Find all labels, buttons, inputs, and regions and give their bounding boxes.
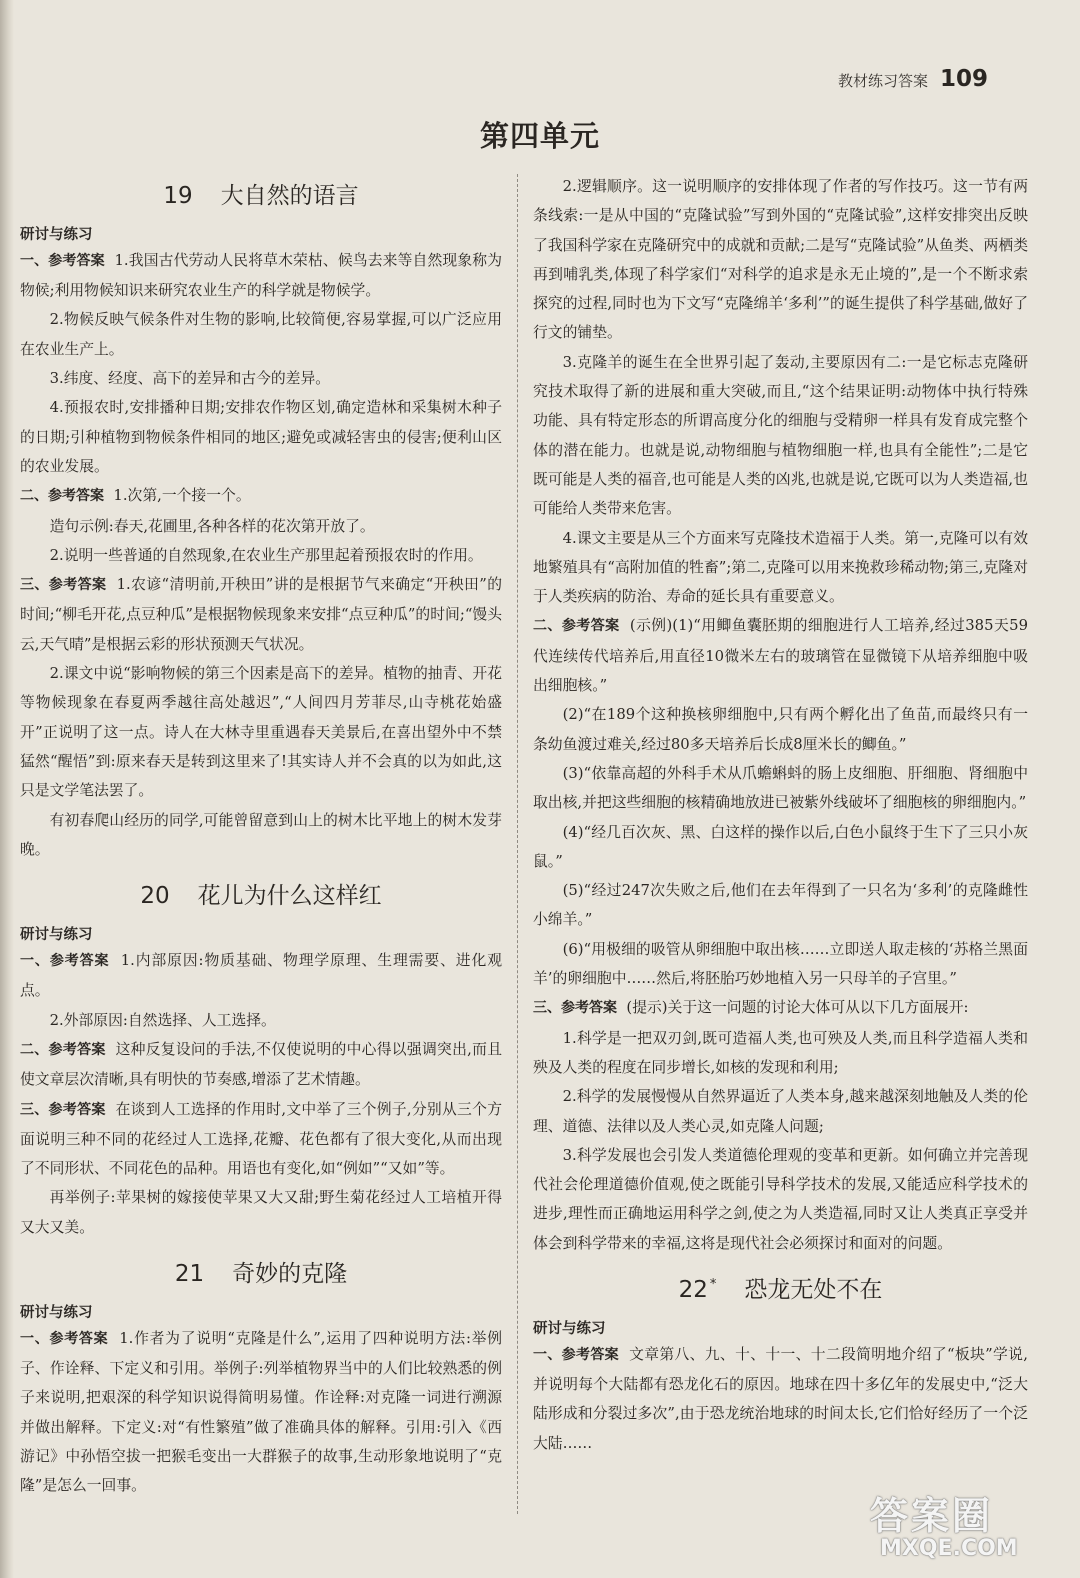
left-column [20,172,502,1501]
answer-text: 1.我国古代劳动人民将草木荣枯、候鸟去来等自然现象称为物候;利用物候知识来研究农业生产的科学就是物候学。 [20,251,502,300]
watermark-logo-text: 答案圈 [870,1494,994,1538]
answer-label: 三、参考答案 [533,1000,617,1017]
answer-text: 这种反复设问的手法,不仅使说明的中心得以强调突出,而且使文章层次清晰,具有明快的节奏感,增添了艺术情趣。 [20,1040,502,1089]
answer-label: 三、参考答案 [20,577,107,594]
answer-label: 二、参考答案 [533,618,620,635]
watermark-url: MXQE.COM [880,1536,1018,1561]
lesson-19-title [20,182,502,212]
answer-paragraph: 4.预报农时,安排播种日期;安排农作物区划,确定造林和采集树木种子的日期;引种植物到物候条件相同的地区;避免或减轻害虫的侵害;便利山区的农业发展。 [20,399,502,475]
optional-lesson-marker: * [709,1277,717,1293]
answer-paragraph [533,611,1028,700]
answer-label: 二、参考答案 [20,488,104,505]
lesson-name: 花儿为什么这样红 [197,883,382,910]
section-subtitle: 研讨与练习 [533,1320,606,1337]
unit-title: 第四单元 [479,119,600,153]
right-column [533,172,1028,1458]
answer-paragraph: 4.课文主要是从三个方面来写克隆技术造福于人类。第一,克隆可以有效地繁殖具有“高附加值的牲畜”;第二,克隆可以用来挽救珍稀动物;第三,克隆对于人类疾病的防治、寿命的延长具有重要意义。 [533,529,1028,606]
answer-text: (提示)关于这一问题的讨论大体可从以下几方面展开: [626,999,969,1017]
answer-paragraph [20,946,502,1006]
answer-paragraph: 2.说明一些普通的自然现象,在农业生产那里起着预报农时的作用。 [49,546,483,564]
answer-text: 1.次第,一个接一个。 [113,487,251,505]
answer-text: (示例)(1)“用鲫鱼囊胚期的细胞进行人工培养,经过385天59代连续传代培养后,用直径10微米左右的玻璃管在显微镜下从培养细胞中吸出细胞核。” [533,617,1028,695]
answer-label: 二、参考答案 [20,1041,106,1058]
lesson-number: 20 [140,883,170,910]
answer-paragraph [20,1035,502,1095]
lesson-number: 19 [163,183,193,209]
answer-label: 一、参考答案 [20,252,105,269]
answer-label: 一、参考答案 [533,1346,620,1363]
answer-paragraph [20,1324,502,1501]
section-subtitle: 研讨与练习 [20,226,93,243]
column-divider [517,174,518,1514]
answer-paragraph: 2.课文中说“影响物候的第三个因素是高下的差异。植物的抽青、开花等物候现象在春夏两季越往高处越迟”,“人间四月芳菲尽,山寺桃花始盛开”正说明了这一点。诗人在大林寺里重遇春天美景后,在喜出望外中不禁猛然“醒悟”到:原来春天是转到这里来了!其实诗人并不会真的以为如此,这只是文学笔法罢了。 [20,665,502,800]
answer-paragraph: 2.物候反映气候条件对生物的影响,比较简便,容易掌握,可以广泛应用在农业生产上。 [20,311,502,358]
answer-paragraph [533,993,1028,1023]
lesson-name: 恐龙无处不在 [744,1276,883,1303]
lesson-number-text: 22 [678,1276,708,1303]
answer-paragraph: 3.纬度、经度、高下的差异和古今的差异。 [49,370,331,388]
answer-paragraph: (6)“用极细的吸管从卵细胞中取出核……立即送人取走核的‘苏格兰黑面羊’的卵细胞中……然后,将胚胎巧妙地植入另一只母羊的子宫里。” [533,940,1028,988]
answer-paragraph: 2.外部原因:自然选择、人工选择。 [49,1011,276,1029]
page-binding-edge [0,0,14,1578]
lesson-20-title [20,882,502,912]
answer-paragraph: 有初春爬山经历的同学,可能曾留意到山上的树木比平地上的树木发芽晚。 [20,811,502,858]
lesson-22-title [533,1276,1028,1306]
answer-paragraph: 1.科学是一把双刃剑,既可造福人类,也可殃及人类,而且科学造福人类和殃及人类的程度在同步增长,如核的发现和利用; [533,1029,1028,1076]
header-label: 教材练习答案 [838,72,929,90]
answer-label: 一、参考答案 [20,953,110,970]
lesson-name: 大自然的语言 [220,183,359,209]
answer-paragraph: 造句示例:春天,花圃里,各种各样的花次第开放了。 [49,517,375,535]
answer-paragraph: 2.科学的发展慢慢从自然界逼近了人类本身,越来越深刻地触及人类的伦理、道德、法律以及人类心灵,如克隆人问题; [533,1088,1028,1135]
page-number: 109 [940,66,989,92]
answer-paragraph: (5)“经过247次失败之后,他们在去年得到了一只名为‘多利’的克隆雌性小绵羊。” [533,882,1028,929]
site-watermark [870,1496,1070,1572]
answer-text: 1.作者为了说明“克隆是什么”,运用了四种说明方法:举例子、作诠释、下定义和引用。举例子:列举植物界当中的人们比较熟悉的例子来说明,把艰深的科学知识说得简明易懂。作诠释:对克隆一词进行溯源并做出解释。下定义:对“有性繁殖”做了准确具体的解释。引用:引入《西游记》中孙悟空拔一把猴毛变出一大群猴子的故事,生动形象地说明了“克隆”是怎么一回事。 [20,1329,502,1495]
answer-text: 文章第八、九、十、十一、十二段简明地介绍了“板块”学说,并说明每个大陆都有恐龙化石的原因。地球在四十多亿年的发展史中,“泛大陆形成和分裂过多次”,由于恐龙统治地球的时间太长,它们恰好经历了一个泛大陆…… [533,1345,1028,1452]
answer-paragraph: 再举例子:苹果树的嫁接使苹果又大又甜;野生菊花经过人工培植开得又大又美。 [20,1189,502,1236]
section-subtitle: 研讨与练习 [20,1304,93,1321]
answer-paragraph [533,1340,1028,1458]
section-subtitle: 研讨与练习 [20,927,93,944]
answer-paragraph [20,1095,502,1184]
answer-text: 1.内部原因:物质基础、物理学原理、生理需要、进化观点。 [20,952,502,1000]
answer-paragraph [20,570,502,659]
lesson-number [679,1277,717,1303]
answer-label: 三、参考答案 [20,1101,106,1118]
answer-paragraph: (3)“依靠高超的外科手术从爪蟾蝌蚪的肠上皮细胞、肝细胞、肾细胞中取出核,并把这些细胞的核精确地放进已被紫外线破坏了细胞核的卵细胞内。” [533,764,1028,812]
answer-label: 一、参考答案 [20,1330,109,1347]
answer-text: 1.农谚“清明前,开秧田”讲的是根据节气来确定“开秧田”的时间;“柳毛开花,点豆种瓜”是根据物候现象来安排“点豆种瓜”的时间;“馒头云,天气晴”是根据云彩的形状预测天气状况。 [20,576,503,653]
answer-paragraph: 2.逻辑顺序。这一说明顺序的安排体现了作者的写作技巧。这一节有两条线索:一是从中国的“克隆试验”写到外国的“克隆试验”,这样安排突出反映了我国科学家在克隆研究中的成就和贡献;二是写“克隆试验”从鱼类、两栖类再到哺乳类,体现了科学家们“对科学的追求是永无止境的”,是一个不断求索探究的过程,同时也为下文写“克隆绵羊‘多利’”的诞生提供了科学基础,做好了行文的铺垫。 [533,178,1028,342]
lesson-21-title [20,1260,502,1290]
answer-paragraph: (2)“在189个这种换核卵细胞中,只有两个孵化出了鱼苗,而最终只有一条幼鱼渡过难关,经过80多天培养后长成8厘米长的鲫鱼。” [533,706,1028,753]
answer-paragraph: 3.克隆羊的诞生在全世界引起了轰动,主要原因有二:一是它标志克隆研究技术取得了新的进展和重大突破,而且,“这个结果证明:动物体中执行特殊功能、具有特定形态的所谓高度分化的细胞与受精卵一样具有发育成完整个体的潜在能力。也就是说,动物细胞与植物细胞一样,也具有全能性”;二是它既可能是人类的福音,也可能是人类的凶兆,也就是说,它既可以为人类造福,也可能给人类带来危害。 [533,353,1028,518]
lesson-name: 奇妙的克隆 [232,1260,348,1287]
answer-paragraph: 3.科学发展也会引发人类道德伦理观的变革和更新。如何确立并完善现代社会伦理道德价值观,使之既能引导科学技术的发展,又能适应科学技术的进步,理性而正确地运用科学之剑,使之为人类造福,同时又让人类真正享受并体会到科学带来的幸福,这将是现代社会必须探讨和面对的问题。 [533,1146,1028,1252]
page-header [838,66,1018,96]
answer-paragraph [20,481,502,511]
answer-text: 在谈到人工选择的作用时,文中举了三个例子,分别从三个方面说明三种不同的花经过人工选择,花瓣、花色都有了很大变化,从而出现了不同形状、不同花色的品种。用语也有变化,如“例如”“又如”等。 [20,1100,502,1178]
answer-paragraph: (4)“经几百次灰、黑、白这样的操作以后,白色小鼠终于生下了三只小灰鼠。” [533,823,1028,870]
lesson-number: 21 [174,1260,205,1287]
answer-paragraph [20,246,502,306]
